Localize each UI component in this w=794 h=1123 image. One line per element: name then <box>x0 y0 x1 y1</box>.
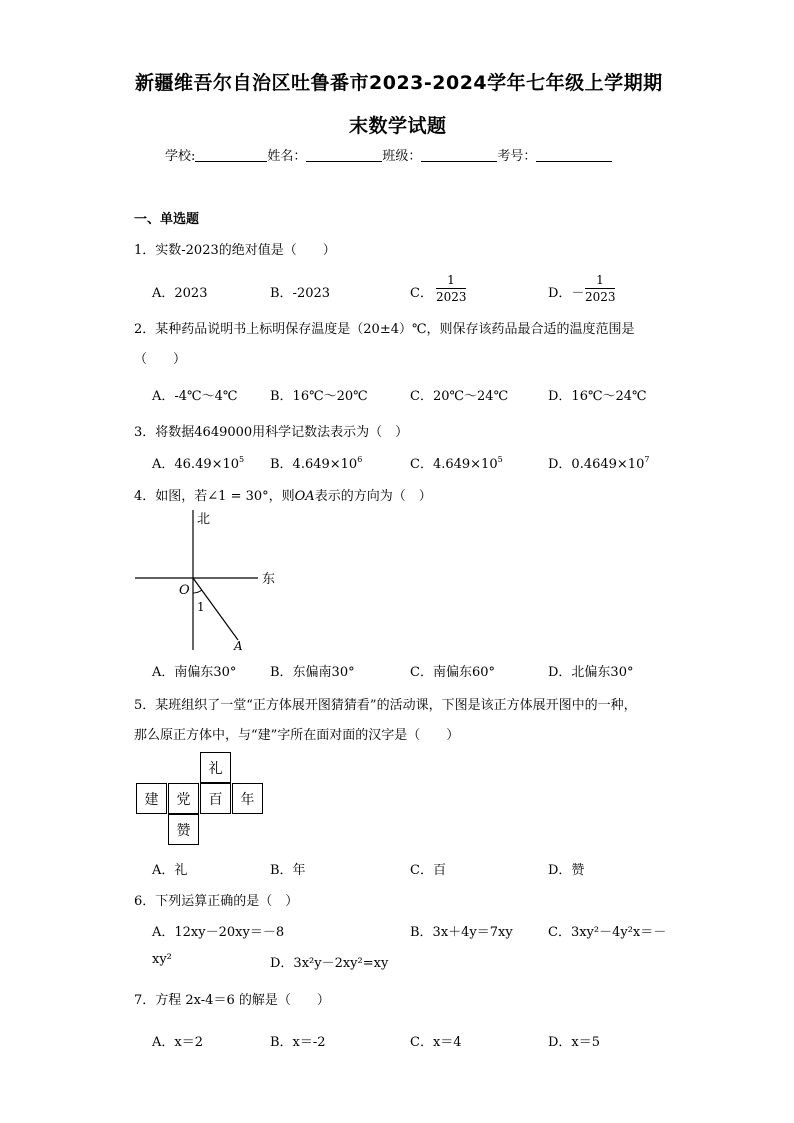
q1-option-b: B．-2023 <box>270 286 331 301</box>
q1-c-denominator: 2023 <box>436 290 467 304</box>
q1-d-denominator: 2023 <box>585 290 616 304</box>
net-cell-bai: 百 <box>200 783 231 814</box>
q1-d-numerator: 1 <box>596 273 604 287</box>
q3-a-exponent: 5 <box>239 455 245 464</box>
q7-stem: 7．方程 2x-4＝6 的解是（ ） <box>134 993 330 1008</box>
q1-c-numerator: 1 <box>447 273 455 287</box>
q6-stem: 6．下列运算正确的是（ ） <box>134 894 299 909</box>
q3-option-b: B．$4.649\times 10^6$ <box>270 455 363 472</box>
q1-option-c-fraction <box>436 273 466 304</box>
q5-option-c: C．百 <box>410 863 446 878</box>
net-cell-nian: 年 <box>232 783 263 814</box>
q4-option-b: B．东偏南30° <box>270 665 355 680</box>
q4-oa: OA <box>294 489 315 504</box>
q6-option-a: A．12xy－20xy＝－8 <box>152 925 285 940</box>
school-blank[interactable] <box>195 148 267 162</box>
q1-option-d-label: D．－ <box>548 286 585 301</box>
name-label: 姓名： <box>267 149 307 164</box>
q1-option-c-label: C． <box>410 286 433 301</box>
q2-option-a: A．-4℃～4℃ <box>152 389 238 404</box>
q6-option-b: B．3x＋4y＝7xy <box>410 925 513 940</box>
net-cell-dang: 党 <box>168 783 199 814</box>
q4-option-a: A．南偏东30° <box>152 665 237 680</box>
q2-stem-cont: （ ） <box>134 352 187 367</box>
number-label: 考号： <box>497 149 537 164</box>
q4-option-d: D．北偏东30° <box>548 665 634 680</box>
q3-option-a: A．$46.49\times 10^5$ <box>152 455 245 472</box>
q5-option-d: D．赞 <box>548 863 585 878</box>
student-info <box>165 145 612 164</box>
q7-option-c: C．x＝4 <box>410 1035 462 1050</box>
q7-option-d: D．x＝5 <box>548 1035 601 1050</box>
net-cell-li: 礼 <box>200 752 231 783</box>
q3-b-exponent: 6 <box>357 455 363 464</box>
net-cell-jian: 建 <box>136 783 167 814</box>
q4-stem: 4．如图，若∠1 = 30°，则OA表示的方向为（ ） <box>134 489 432 504</box>
page-title-line2: 末数学试题 <box>349 115 447 137</box>
page-title-line1: 新疆维吾尔自治区吐鲁番市2023-2024学年七年级上学期期 <box>135 72 663 94</box>
point-a-label: A <box>234 639 243 653</box>
q2-option-d: D．16℃～24℃ <box>548 389 647 404</box>
q6-option-c: C．3xy²－4y²x＝－ <box>548 925 667 940</box>
direction-figure <box>130 505 290 653</box>
section-heading: 一、单选题 <box>134 212 200 227</box>
north-label: 北 <box>197 512 211 527</box>
q2-option-b: B．16℃～20℃ <box>270 389 368 404</box>
q6-option-c-cont: xy² <box>152 952 172 967</box>
q1-stem: 1．实数-2023的绝对值是（ ） <box>134 243 336 258</box>
angle-1-label: 1 <box>197 600 205 614</box>
q2-option-c: C．20℃～24℃ <box>410 389 509 404</box>
q2-stem: 2．某种药品说明书上标明保存温度是（20±4）℃，则保存该药品最合适的温度范围是 <box>134 322 635 337</box>
q1-option-a: A．2023 <box>152 286 208 301</box>
q5-stem-line2: 那么原正方体中，与“建”字所在面对面的汉字是（ ） <box>134 728 460 743</box>
q4-option-c: C．南偏东60° <box>410 665 495 680</box>
origin-label: O <box>179 583 190 598</box>
q5-stem-line1: 5．某班组织了一堂“正方体展开图猜猜看”的活动课，下图是该正方体展开图中的一种， <box>134 698 637 713</box>
q3-stem: 3．将数据4649000用科学记数法表示为（ ） <box>134 425 409 440</box>
net-cell-zan: 赞 <box>168 814 199 845</box>
class-label: 班级： <box>382 149 422 164</box>
q5-option-a: A．礼 <box>152 863 188 878</box>
east-label: 东 <box>262 572 276 587</box>
q7-option-a: A．x＝2 <box>152 1035 203 1050</box>
q1-option-d-fraction <box>585 273 615 304</box>
q3-d-exponent: 7 <box>644 455 650 464</box>
q3-c-exponent: 5 <box>497 455 503 464</box>
angle-1-arc <box>193 590 202 593</box>
name-blank[interactable] <box>306 148 382 162</box>
q3-option-c: C．$4.649\times 10^5$ <box>410 455 503 472</box>
q7-option-b: B．x＝-2 <box>270 1035 326 1050</box>
q6-option-d: D．3x²y－2xy²=xy <box>270 956 389 971</box>
q3-option-d: D．$0.4649\times 10^7$ <box>548 455 650 472</box>
school-label: 学校: <box>165 149 196 164</box>
number-blank[interactable] <box>536 148 612 162</box>
class-blank[interactable] <box>421 148 497 162</box>
q5-option-b: B．年 <box>270 863 306 878</box>
